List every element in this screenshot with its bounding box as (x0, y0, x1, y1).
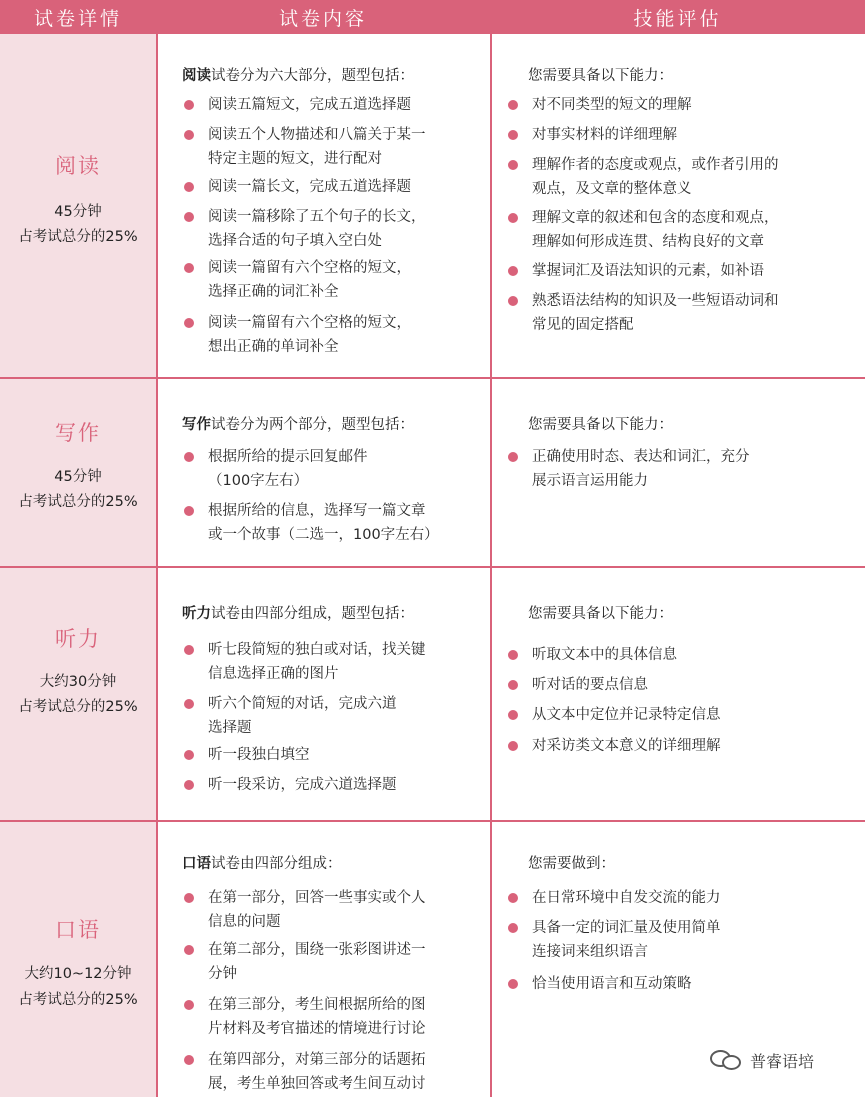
section-title: 口语 (55, 918, 101, 942)
list-item: 掌握词汇及语法知识的元素，如补语 (506, 259, 764, 283)
section-title: 听力 (55, 627, 101, 651)
content-cell (156, 34, 490, 377)
list-item: 具备一定的词汇量及使用简单 连接词来组织语言 (506, 916, 721, 964)
list-item: 听取文本中的具体信息 (506, 643, 677, 667)
table-header (0, 0, 865, 34)
bullet-icon (508, 893, 518, 903)
list-item: 阅读五个人物描述和八篇关于某一 特定主题的短文，进行配对 (182, 123, 426, 171)
section-row-reading (0, 34, 865, 379)
header-skill-assessment: 技能评估 (633, 7, 722, 30)
bullet-icon (184, 212, 194, 222)
list-item: 在日常环境中自发交流的能力 (506, 886, 721, 910)
bullet-icon (184, 645, 194, 655)
intro-keyword: 写作 (182, 417, 211, 433)
list-item: 根据所给的提示回复邮件 （100字左右） (182, 445, 368, 493)
list-item: 正确使用时态、表达和词汇，充分 展示语言运用能力 (506, 445, 750, 493)
skills-cell (490, 34, 865, 377)
skills-cell (490, 379, 865, 566)
bullet-icon (184, 780, 194, 790)
section-row-listening (0, 568, 865, 822)
bullet-icon (184, 1000, 194, 1010)
list-item: 听七段简短的独白或对话，找关键 信息选择正确的图片 (182, 638, 426, 686)
section-duration: 45分钟 (54, 469, 102, 485)
bullet-icon (508, 100, 518, 110)
list-item: 理解作者的态度或观点，或作者引用的 观点，及文章的整体意义 (506, 153, 779, 201)
intro-keyword: 阅读 (182, 68, 211, 84)
list-item: 对事实材料的详细理解 (506, 123, 677, 147)
list-item: 听一段独白填空 (182, 743, 310, 767)
details-cell (0, 568, 156, 820)
header-exam-content: 试卷内容 (278, 7, 367, 30)
header-exam-details: 试卷详情 (33, 7, 122, 30)
list-item: 对采访类文本意义的详细理解 (506, 734, 721, 758)
bullet-icon (508, 923, 518, 933)
bullet-icon (184, 130, 194, 140)
bullet-icon (184, 182, 194, 192)
list-item: 阅读一篇留有六个空格的短文， 选择正确的词汇补全 (182, 256, 411, 304)
list-item: 从文本中定位并记录特定信息 (506, 703, 721, 727)
section-row-writing (0, 379, 865, 568)
list-item: 阅读一篇移除了五个句子的长文， 选择合适的句子填入空白处 (182, 205, 426, 253)
section-score-share: 占考试总分的25% (18, 494, 138, 510)
section-duration: 45分钟 (54, 204, 102, 220)
watermark-text: 普睿语培 (750, 1051, 815, 1071)
bullet-icon (508, 741, 518, 751)
list-item: 在第一部分，回答一些事实或个人 信息的问题 (182, 886, 426, 934)
content-intro (182, 413, 414, 434)
intro-text: 试卷分为两个部分，题型包括： (211, 417, 414, 433)
bullet-icon (508, 452, 518, 462)
intro-text: 试卷由四部分组成： (211, 856, 342, 872)
details-cell (0, 822, 156, 1097)
content-intro (182, 602, 414, 623)
list-item: 听对话的要点信息 (506, 673, 648, 697)
section-duration: 大约10~12分钟 (24, 966, 132, 982)
skills-cell (490, 568, 865, 820)
list-item: 恰当使用语言和互动策略 (506, 972, 692, 996)
bullet-icon (508, 266, 518, 276)
intro-text: 试卷分为六大部分，题型包括： (211, 68, 414, 84)
section-title: 阅读 (55, 154, 101, 178)
intro-text: 试卷由四部分组成，题型包括： (211, 606, 414, 622)
bullet-icon (508, 160, 518, 170)
content-cell (156, 379, 490, 566)
bullet-icon (184, 318, 194, 328)
list-item: 阅读五篇短文，完成五道选择题 (182, 93, 411, 117)
section-title: 写作 (55, 421, 101, 445)
content-intro (182, 852, 342, 873)
bullet-icon (184, 1055, 194, 1065)
bullet-icon (184, 699, 194, 709)
bullet-icon (508, 710, 518, 720)
list-item: 根据所给的信息，选择写一篇文章 或一个故事（二选一，100字左右） (182, 499, 439, 547)
section-score-share: 占考试总分的25% (18, 699, 138, 715)
list-item: 在第四部分，对第三部分的话题拓 展，考生单独回答或考生间互动讨 (182, 1048, 426, 1096)
list-item: 对不同类型的短文的理解 (506, 93, 692, 117)
list-item: 阅读一篇留有六个空格的短文， 想出正确的单词补全 (182, 311, 411, 359)
content-cell (156, 568, 490, 820)
intro-keyword: 口语 (182, 856, 211, 872)
skills-intro: 您需要做到： (528, 856, 615, 872)
list-item: 在第二部分，围绕一张彩图讲述一 分钟 (182, 938, 426, 986)
list-item: 在第三部分，考生间根据所给的图 片材料及考官描述的情境进行讨论 (182, 993, 426, 1041)
wechat-icon (710, 1048, 744, 1072)
list-item: 理解文章的叙述和包含的态度和观点， 理解如何形成连贯、结构良好的文章 (506, 206, 779, 254)
bullet-icon (184, 893, 194, 903)
bullet-icon (508, 680, 518, 690)
bullet-icon (184, 750, 194, 760)
list-item: 阅读一篇长文，完成五道选择题 (182, 175, 411, 199)
bullet-icon (184, 945, 194, 955)
list-item: 听六个简短的对话，完成六道 选择题 (182, 692, 397, 740)
intro-keyword: 听力 (182, 606, 211, 622)
bullet-icon (508, 296, 518, 306)
list-item: 听一段采访，完成六道选择题 (182, 773, 397, 797)
skills-intro: 您需要具备以下能力： (528, 606, 673, 622)
section-score-share: 占考试总分的25% (18, 992, 138, 1008)
watermark (710, 1046, 814, 1074)
list-item: 熟悉语法结构的知识及一些短语动词和 常见的固定搭配 (506, 289, 779, 337)
skills-intro: 您需要具备以下能力： (528, 68, 673, 84)
bullet-icon (184, 100, 194, 110)
bullet-icon (184, 506, 194, 516)
bullet-icon (508, 213, 518, 223)
details-cell (0, 34, 156, 377)
bullet-icon (508, 650, 518, 660)
bullet-icon (508, 130, 518, 140)
bullet-icon (184, 263, 194, 273)
section-duration: 大约30分钟 (39, 674, 117, 690)
details-cell (0, 379, 156, 566)
bullet-icon (184, 452, 194, 462)
bullet-icon (508, 979, 518, 989)
section-score-share: 占考试总分的25% (18, 229, 138, 245)
content-cell (156, 822, 490, 1097)
content-intro (182, 64, 414, 85)
skills-intro: 您需要具备以下能力： (528, 417, 673, 433)
